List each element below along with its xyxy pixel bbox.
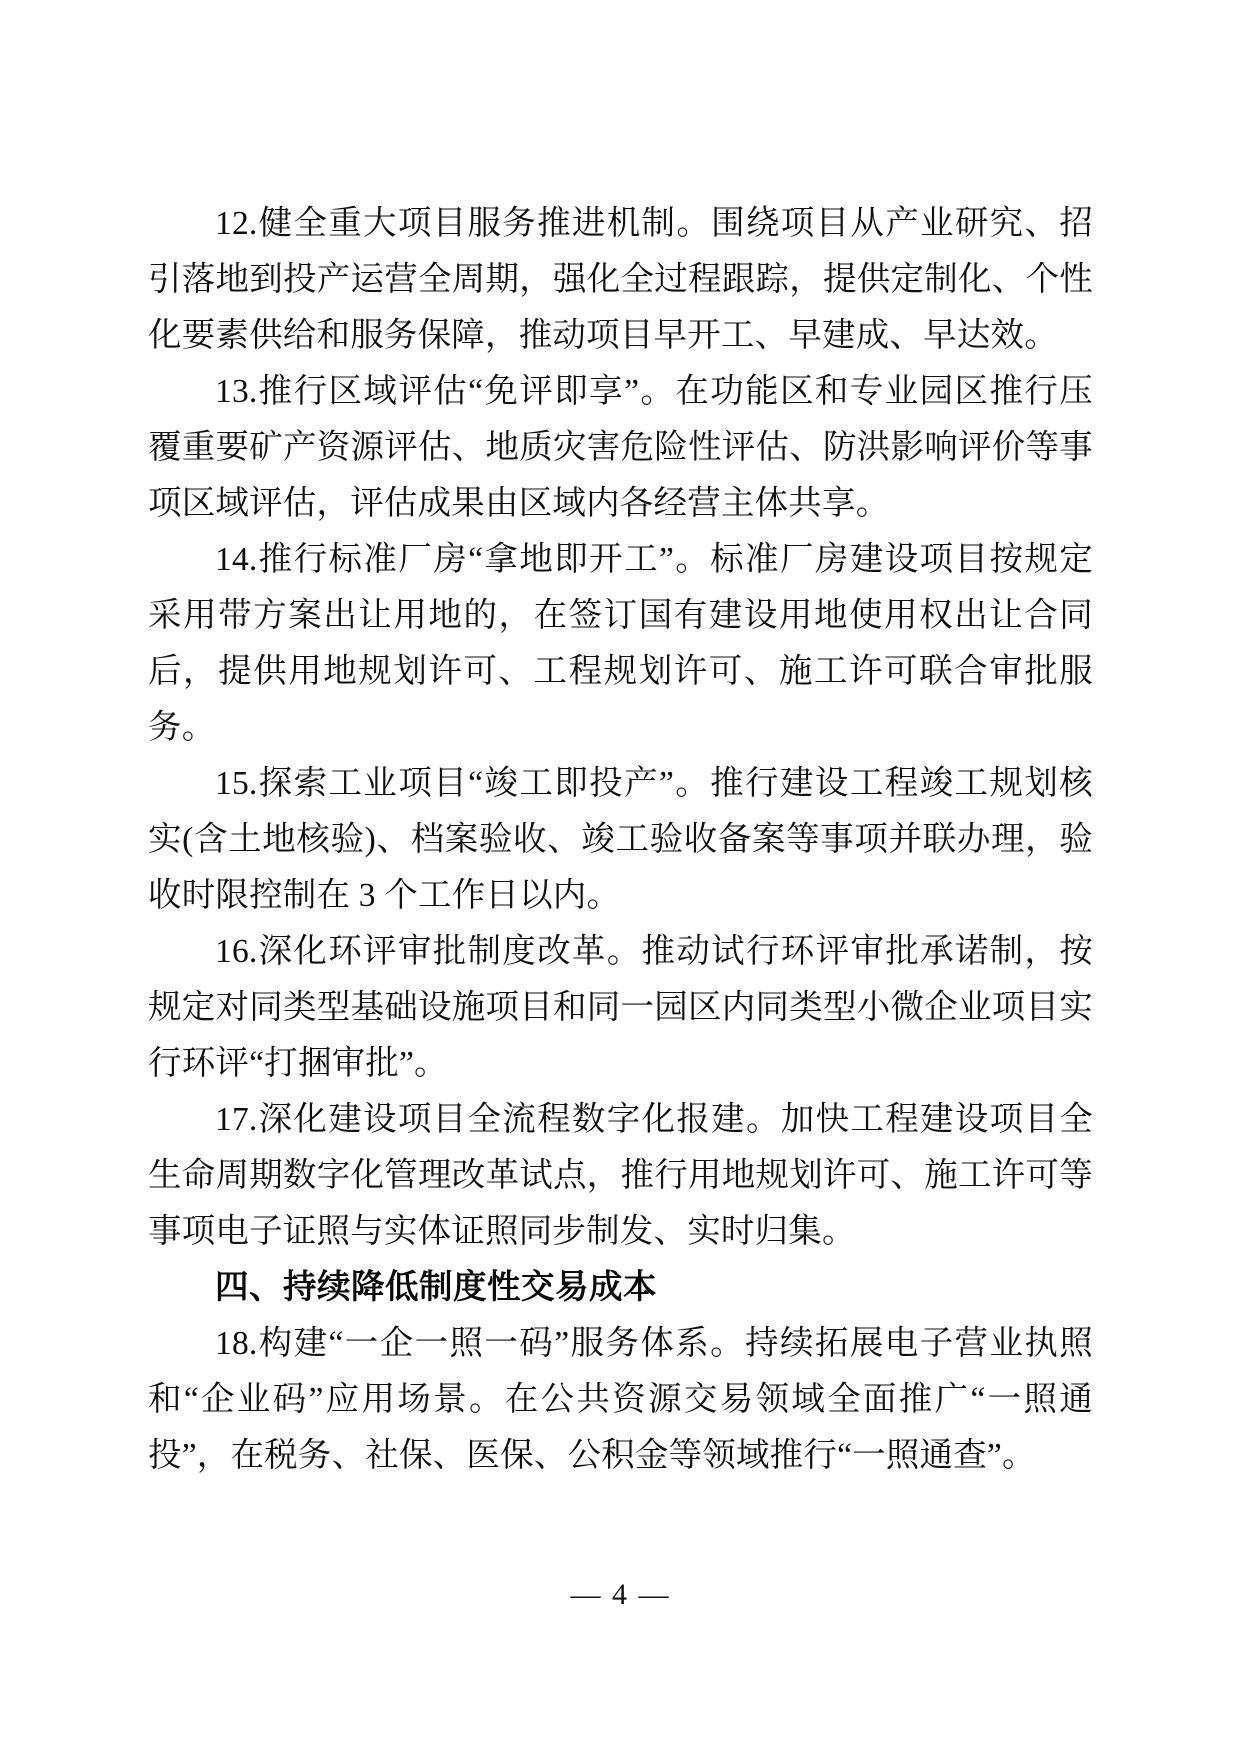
paragraph-item-14: 14.推行标准厂房“拿地即开工”。标准厂房建设项目按规定采用带方案出让用地的，在签订国有建设用地使用权出让合同后，提供用地规划许可、工程规划许可、施工许可联合审批服务。 [148,541,1093,746]
paragraph-item-12: 12.健全重大项目服务推进机制。围绕项目从产业研究、招引落地到投产运营全周期，强化全过程跟踪，提供定制化、个性化要素供给和服务保障，推动项目早开工、早建成、早达效。 [148,205,1093,354]
paragraph-item-17: 17.深化建设项目全流程数字化报建。加快工程建设项目全生命周期数字化管理改革试点，推行用地规划许可、施工许可等事项电子证照与实体证照同步制发、实时归集。 [148,1101,1093,1250]
paragraph-item-16: 16.深化环评审批制度改革。推动试行环评审批承诺制，按规定对同类型基础设施项目和同一园区内同类型小微企业项目实行环评“打捆审批”。 [148,933,1093,1082]
document-body [148,196,1093,1484]
paragraph-item-18: 18.构建“一企一照一码”服务体系。持续拓展电子营业执照和“企业码”应用场景。在公共资源交易领域全面推广“一照通投”，在税务、社保、医保、公积金等领域推行“一照通查”。 [148,1325,1093,1474]
page-number: — 4 — [570,1578,671,1611]
section-heading-four: 四、持续降低制度性交易成本 [215,1269,657,1306]
paragraph-item-13: 13.推行区域评估“免评即享”。在功能区和专业园区推行压覆重要矿产资源评估、地质灾害危险性评估、防洪影响评价等事项区域评估，评估成果由区域内各经营主体共享。 [148,373,1093,522]
paragraph-item-15: 15.探索工业项目“竣工即投产”。推行建设工程竣工规划核实(含土地核验)、档案验收、竣工验收备案等事项并联办理，验收时限控制在 3 个工作日以内。 [148,765,1093,914]
